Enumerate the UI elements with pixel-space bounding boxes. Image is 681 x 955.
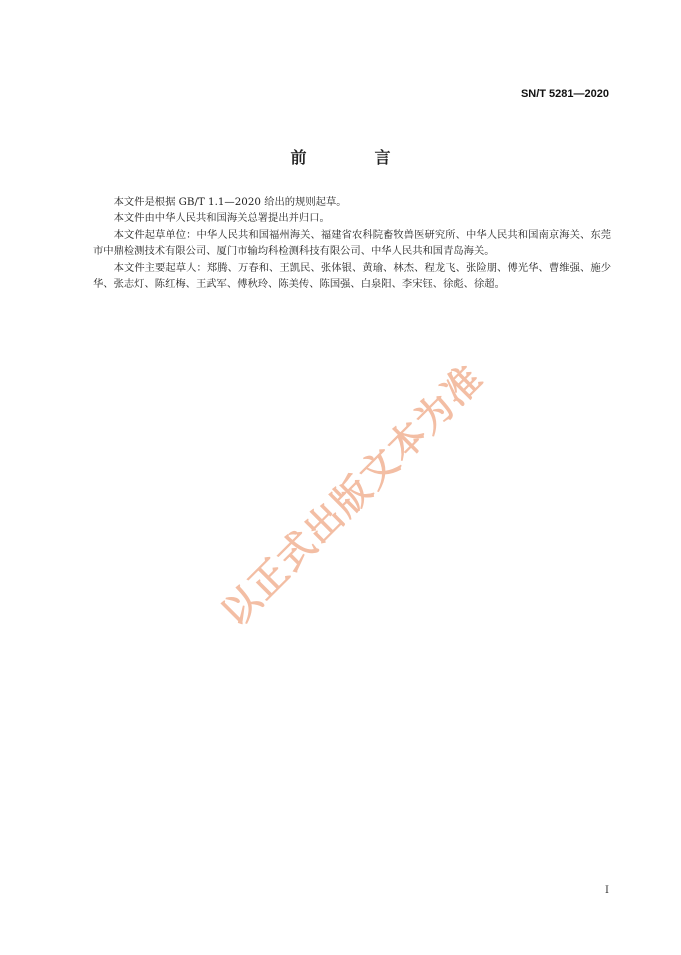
paragraph-proposer: 本文件由中华人民共和国海关总署提出并归口。	[113, 212, 330, 225]
paragraph-drafters: 本文件主要起草人：郑腾、万春和、王凯民、张体银、黄瑜、林杰、程龙飞、张险朋、傅光华、曹维强、施少华、张志灯、陈红梅、王武军、傅秋玲、陈美传、陈国强、白泉阳、李宋钰、徐彪、徐超。	[93, 261, 611, 291]
watermark: 以正式出版文本为准	[213, 356, 492, 635]
paragraph-drafting-rules: 本文件是根据 GB/T 1.1—2020 给出的规则起草。	[113, 196, 347, 208]
page-title: 前 言	[290, 148, 417, 167]
document-body	[93, 194, 611, 292]
standard-code: SN/T 5281—2020	[520, 88, 609, 100]
page-number: I	[605, 885, 609, 896]
paragraph-drafting-units: 本文件起草单位：中华人民共和国福州海关、福建省农科院畜牧兽医研究所、中华人民共和国南京海关、东莞市中鼎检测技术有限公司、厦门市输均科检测科技有限公司、中华人民共和国青岛海关。	[93, 228, 611, 258]
